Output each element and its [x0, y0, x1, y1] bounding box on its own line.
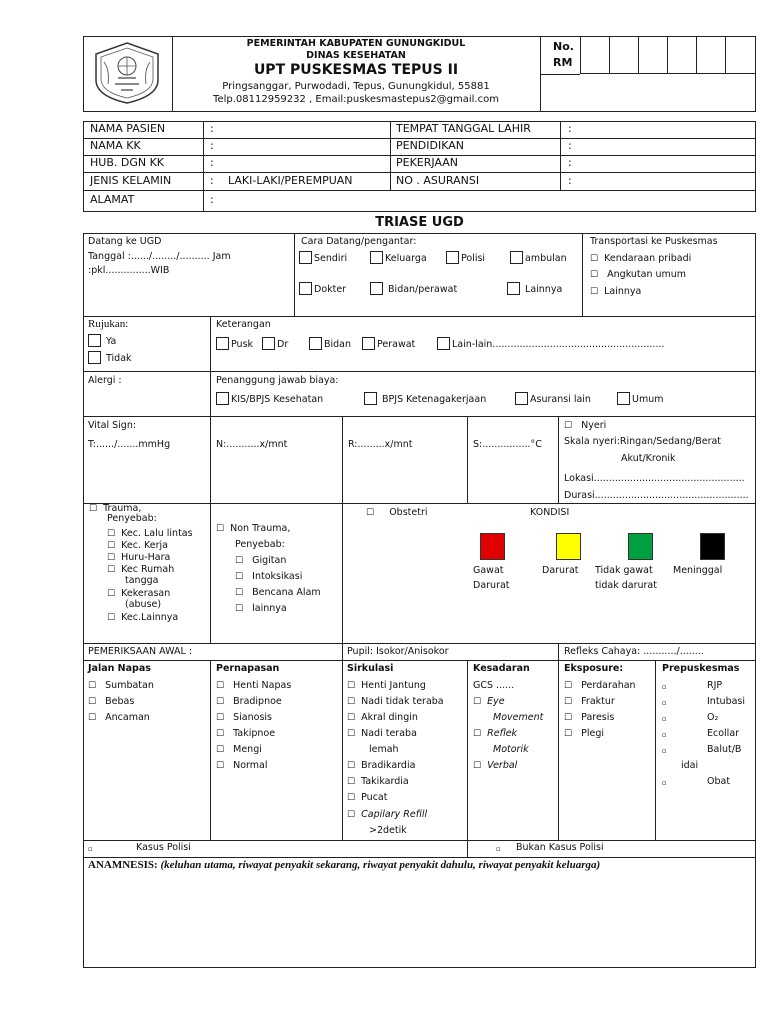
non-lainnya-label: lainnya	[252, 603, 287, 614]
bebas-label: Bebas	[105, 696, 135, 707]
eksposure-heading: Eksposure:	[564, 663, 624, 674]
kis-label: KIS/BPJS Kesehatan	[231, 394, 324, 405]
small-checkbox-icon: ▫	[662, 731, 667, 739]
nadi-tidak-teraba-label: Nadi tidak teraba	[361, 696, 444, 707]
prepuskesmas-heading: Prepuskesmas	[662, 663, 740, 674]
kekerasan-label: Kekerasan	[121, 588, 171, 599]
no-label: No.	[553, 40, 574, 53]
intubasi-label: Intubasi	[707, 696, 746, 707]
kondisi-label: KONDISI	[530, 507, 570, 518]
cb-balut[interactable]	[662, 745, 667, 757]
rm-number-box-3[interactable]	[638, 36, 668, 74]
colon-jenis-kelamin: :	[210, 174, 214, 187]
checkbox-icon: ☐	[366, 508, 375, 518]
cb-henti-jantung[interactable]	[347, 680, 426, 692]
rm-number-box-6[interactable]	[725, 36, 756, 74]
pusk-label: Pusk	[231, 339, 254, 350]
header-line1: PEMERINTAH KABUPATEN GUNUNGKIDUL	[246, 38, 466, 49]
small-checkbox-icon: ▫	[662, 779, 667, 787]
checkbox-icon[interactable]	[507, 282, 520, 295]
checkbox-icon: ☐	[216, 524, 225, 534]
cb-bidan-perawat[interactable]	[370, 282, 457, 296]
jalan-napas-heading: Jalan Napas	[88, 663, 151, 674]
cb-ambulan[interactable]	[510, 251, 567, 265]
cb-lalu-lintas[interactable]	[107, 528, 193, 540]
colon-pekerjaan: :	[568, 156, 572, 169]
skala-nyeri: Skala nyeri:Ringan/Sedang/Berat	[564, 436, 722, 447]
darurat-label: Darurat	[542, 565, 579, 576]
cb-pusk[interactable]	[216, 337, 253, 351]
cb-intubasi[interactable]	[662, 697, 667, 709]
ya-label: Ya	[106, 336, 117, 347]
datang-label: Datang ke UGD	[88, 236, 162, 247]
label-pekerjaan: PEKERJAAN	[396, 156, 459, 169]
kec-lainnya-label: Kec.Lainnya	[121, 612, 179, 623]
akral-dingin-label: Akral dingin	[361, 712, 418, 723]
durasi-field[interactable]: Durasi...................................................	[564, 490, 749, 501]
checkbox-icon[interactable]	[370, 282, 383, 295]
cb-paresis[interactable]	[564, 712, 614, 724]
checkbox-icon: ☐	[216, 729, 225, 739]
cb-takipnoe[interactable]	[216, 728, 275, 740]
plegi-label: Plegi	[581, 728, 605, 739]
small-checkbox-icon: ▫	[662, 715, 667, 723]
checkbox-icon: ☐	[107, 589, 116, 599]
vital-t[interactable]: T:....../.......mmHg	[88, 439, 171, 450]
keterangan-label: Keterangan	[216, 319, 271, 330]
akut-kronik: Akut/Kronik	[621, 453, 676, 464]
lainnya-label: Lainnya	[525, 284, 563, 295]
henti-jantung-label: Henti Jantung	[361, 680, 426, 691]
form-title: TRIASE UGD	[375, 215, 464, 230]
colon-nama-kk: :	[210, 139, 214, 152]
obstetri-label: Obstetri	[389, 507, 428, 518]
lalu-lintas-label: Kec. Lalu lintas	[121, 528, 193, 539]
mengi-label: Mengi	[233, 744, 262, 755]
cb-angkutan[interactable]	[590, 269, 686, 281]
checkbox-icon[interactable]	[515, 392, 528, 405]
regency-logo	[88, 40, 166, 106]
pemeriksaan-awal: PEMERIKSAAN AWAL :	[88, 646, 193, 657]
kekerasan-line2: (abuse)	[125, 599, 162, 610]
checkbox-icon: ☐	[564, 681, 573, 691]
header-address: Pringsanggar, Purwodadi, Tepus, Gunungkidul, 55881	[222, 81, 490, 92]
cb-nadi-lemah[interactable]	[347, 728, 417, 740]
small-checkbox-icon: ▫	[88, 845, 93, 853]
cb-perdarahan[interactable]	[564, 680, 636, 692]
cb-bukan-kasus[interactable]	[496, 843, 501, 855]
checkbox-icon: ☐	[564, 421, 573, 431]
cb-fraktur[interactable]	[564, 696, 615, 708]
cb-sumbatan[interactable]	[88, 680, 154, 692]
balut-label: Balut/B	[707, 744, 742, 755]
checkbox-icon: ☐	[564, 697, 573, 707]
lain-lain-label: Lain-lain.........................................................	[452, 339, 665, 350]
nadi-lemah-line2: lemah	[369, 744, 399, 755]
lokasi-field[interactable]: Lokasi..................................................	[564, 473, 745, 484]
henti-napas-label: Henti Napas	[233, 680, 292, 691]
anamnesis-detail: (keluhan utama, riwayat penyakit sekarang, riwayat penyakit dahulu, riwayat penyakit keluarga)	[160, 859, 601, 871]
cb-bencana[interactable]	[235, 587, 321, 599]
bidan-perawat-label: Bidan/perawat	[388, 284, 458, 295]
cb-keluarga[interactable]	[370, 251, 427, 265]
cb-reflek[interactable]	[473, 728, 517, 740]
bradikardia-label: Bradikardia	[361, 760, 416, 771]
cb-normal[interactable]	[216, 760, 268, 772]
checkbox-icon[interactable]	[617, 392, 630, 405]
checkbox-icon: ☐	[347, 793, 356, 803]
anamnesis-label: ANAMNESIS:	[88, 859, 158, 871]
checkbox-icon: ☐	[347, 713, 356, 723]
colon-hub-kk: :	[210, 156, 214, 169]
bpjs-label: BPJS Ketenagakerjaan	[382, 394, 487, 405]
nyeri-label: Nyeri	[581, 420, 607, 431]
cb-pucat[interactable]	[347, 792, 387, 804]
perawat-label: Perawat	[377, 339, 416, 350]
kec-rumah-label: Kec Rumah	[121, 564, 175, 575]
cb-non-lainnya[interactable]	[235, 603, 287, 615]
cb-huru-hara[interactable]	[107, 552, 170, 564]
asuransi-lain-label: Asuransi lain	[530, 394, 591, 405]
angkutan-label: Angkutan umum	[607, 269, 687, 280]
cb-bebas[interactable]	[88, 696, 134, 708]
checkbox-icon: ☐	[235, 572, 244, 582]
transport-lainnya-label: Lainnya	[604, 286, 642, 297]
label-nama-kk: NAMA KK	[90, 139, 141, 152]
cb-kasus-polisi[interactable]	[88, 843, 93, 855]
tidak-gawat-l1: Tidak gawat	[595, 565, 653, 576]
checkbox-icon: ☐	[590, 254, 599, 264]
colon-ttl: :	[568, 122, 572, 135]
checkbox-icon: ☐	[347, 729, 356, 739]
checkbox-icon[interactable]	[262, 337, 275, 350]
refleks-cahaya[interactable]: Refleks Cahaya: .........../........	[564, 646, 704, 657]
label-ttl: TEMPAT TANGGAL LAHIR	[396, 122, 531, 135]
fraktur-label: Fraktur	[581, 696, 615, 707]
cb-henti-napas[interactable]	[216, 680, 291, 692]
cb-nadi-tidak-teraba[interactable]	[347, 696, 444, 708]
checkbox-icon: ☐	[235, 604, 244, 614]
kasus-polisi-label: Kasus Polisi	[136, 842, 191, 853]
rjp-label: RJP	[707, 680, 723, 691]
checkbox-icon[interactable]	[299, 251, 312, 264]
checkbox-icon: ☐	[88, 697, 97, 707]
label-hub-kk: HUB. DGN KK	[90, 156, 165, 169]
checkbox-icon[interactable]	[88, 351, 101, 364]
alergi-label: Alergi :	[88, 375, 122, 386]
cb-dr[interactable]	[262, 337, 288, 351]
checkbox-icon: ☐	[347, 761, 356, 771]
rm-number-box-5[interactable]	[696, 36, 726, 74]
header-title: UPT PUSKESMAS TEPUS II	[253, 62, 459, 78]
rm-number-box-4[interactable]	[667, 36, 697, 74]
checkbox-icon: ☐	[235, 588, 244, 598]
rm-number-box-2[interactable]	[609, 36, 639, 74]
cb-asuransi-lain[interactable]	[515, 392, 591, 406]
cb-sendiri[interactable]	[299, 251, 347, 265]
cb-nyeri[interactable]	[564, 420, 606, 432]
colon-nama-pasien: :	[210, 122, 214, 135]
cb-eye[interactable]	[473, 696, 505, 708]
checkbox-icon: ☐	[347, 810, 356, 820]
bidan-label: Bidan	[324, 339, 352, 350]
meninggal-label: Meninggal	[673, 565, 723, 576]
cb-plegi[interactable]	[564, 728, 604, 740]
takipnoe-label: Takipnoe	[233, 728, 276, 739]
gigitan-label: Gigitan	[252, 555, 287, 566]
obat-label: Obat	[707, 776, 731, 787]
checkbox-icon: ☐	[216, 761, 225, 771]
cb-takikardia[interactable]	[347, 776, 409, 788]
cb-o2[interactable]	[662, 713, 667, 725]
cb-bidan[interactable]	[309, 337, 351, 351]
pernapasan-heading: Pernapasan	[216, 663, 280, 674]
checkbox-icon[interactable]	[216, 392, 229, 405]
anamnesis-text-area[interactable]	[84, 875, 755, 967]
anamnesis-heading	[88, 859, 600, 871]
checkbox-icon: ☐	[473, 761, 482, 771]
checkbox-icon: ☐	[216, 745, 225, 755]
capilary-label: Capilary Refill	[361, 809, 428, 820]
checkbox-icon[interactable]	[370, 251, 383, 264]
ecollar-label: Ecollar	[707, 728, 740, 739]
checkbox-icon[interactable]	[309, 337, 322, 350]
colon-pendidikan: :	[568, 139, 572, 152]
checkbox-icon: ☐	[107, 613, 116, 623]
cb-intoksikasi[interactable]	[235, 571, 302, 583]
vital-n[interactable]: N:...........x/mnt	[216, 439, 288, 450]
checkbox-icon[interactable]	[216, 337, 229, 350]
cb-kendaraan[interactable]	[590, 253, 691, 265]
checkbox-icon[interactable]	[88, 334, 101, 347]
kec-kerja-label: Kec. Kerja	[121, 540, 168, 551]
kondisi-yellow-swatch[interactable]	[556, 533, 581, 560]
ancaman-label: Ancaman	[105, 712, 150, 723]
checkbox-icon: ☐	[590, 270, 599, 280]
trauma-label: Trauma,	[103, 503, 142, 514]
checkbox-icon: ☐	[235, 556, 244, 566]
checkbox-icon: ☐	[473, 697, 482, 707]
bukan-kasus-label: Bukan Kasus Polisi	[516, 842, 604, 853]
checkbox-icon[interactable]	[299, 282, 312, 295]
cb-lain-lain[interactable]	[437, 337, 664, 351]
rujukan-label: Rujukan:	[88, 318, 129, 330]
checkbox-icon[interactable]	[446, 251, 459, 264]
checkbox-icon[interactable]	[362, 337, 375, 350]
gcs-field[interactable]: GCS ......	[473, 680, 515, 691]
cb-obat[interactable]	[662, 777, 667, 789]
dokter-label: Dokter	[314, 284, 347, 295]
checkbox-icon: ☐	[564, 729, 573, 739]
cb-capilary[interactable]	[347, 809, 427, 821]
sianosis-label: Sianosis	[233, 712, 273, 723]
cb-kec-kerja[interactable]	[107, 540, 168, 552]
bencana-label: Bencana Alam	[252, 587, 321, 598]
cb-kec-lainnya[interactable]	[107, 612, 178, 624]
checkbox-icon: ☐	[88, 681, 97, 691]
small-checkbox-icon: ▫	[662, 699, 667, 707]
sumbatan-label: Sumbatan	[105, 680, 154, 691]
cb-ancaman[interactable]	[88, 712, 150, 724]
kondisi-red-swatch[interactable]	[480, 533, 505, 560]
trauma-penyebab: Penyebab:	[107, 513, 157, 524]
kesadaran-heading: Kesadaran	[473, 663, 530, 674]
colon-asuransi: :	[568, 174, 572, 187]
polisi-label: Polisi	[461, 253, 486, 264]
cb-rjp[interactable]	[662, 681, 667, 693]
perdarahan-label: Perdarahan	[581, 680, 636, 691]
reflek-label: Reflek	[487, 728, 518, 739]
checkbox-icon: ☐	[347, 681, 356, 691]
transport-label: Transportasi ke Puskesmas	[590, 236, 718, 247]
tanggal-field[interactable]: Tanggal :....../......../.......... Jam	[88, 251, 231, 262]
cb-lainnya[interactable]	[507, 282, 562, 296]
checkbox-icon: ☐	[564, 713, 573, 723]
umum-label: Umum	[632, 394, 664, 405]
checkbox-icon: ☐	[216, 713, 225, 723]
cb-kis[interactable]	[216, 392, 323, 406]
checkbox-icon: ☐	[107, 553, 116, 563]
cb-dokter[interactable]	[299, 282, 346, 296]
checkbox-icon: ☐	[347, 777, 356, 787]
rm-number-box-1[interactable]	[580, 36, 610, 74]
non-trauma-penyebab: Penyebab:	[235, 539, 285, 550]
eye-label: Eye	[487, 696, 505, 707]
dr-label: Dr	[277, 339, 289, 350]
checkbox-icon: ☐	[590, 287, 599, 297]
colon-alamat: :	[210, 193, 214, 206]
cb-verbal[interactable]	[473, 760, 517, 772]
kec-rumah-line2: tangga	[125, 575, 159, 586]
small-checkbox-icon: ▫	[662, 683, 667, 691]
pkl-field[interactable]: :pkl...............WIB	[88, 265, 170, 276]
keluarga-label: Keluarga	[385, 253, 427, 264]
sirkulasi-heading: Sirkulasi	[347, 663, 394, 674]
checkbox-icon: ☐	[216, 697, 225, 707]
cb-ya[interactable]	[88, 334, 116, 348]
checkbox-icon: ☐	[216, 681, 225, 691]
kondisi-green-swatch[interactable]	[628, 533, 653, 560]
cb-perawat[interactable]	[362, 337, 415, 351]
cb-transport-lainnya[interactable]	[590, 286, 641, 298]
balut-line2: idai	[681, 760, 699, 771]
cb-polisi[interactable]	[446, 251, 485, 265]
tidak-gawat-l2: tidak darurat	[595, 580, 657, 591]
checkbox-icon: ☐	[89, 504, 98, 514]
cb-mengi[interactable]	[216, 744, 262, 756]
header-contact: Telp.08112959232 , Email:puskesmastepus2@gmail.com	[213, 94, 499, 105]
cb-ecollar[interactable]	[662, 729, 667, 741]
label-asuransi: NO . ASURANSI	[396, 174, 480, 187]
pupil-label: Pupil: Isokor/Anisokor	[347, 646, 449, 657]
huru-hara-label: Huru-Hara	[121, 552, 171, 563]
pucat-label: Pucat	[361, 792, 388, 803]
cb-obstetri[interactable]	[366, 507, 427, 519]
jenis-kelamin-value[interactable]: LAKI-LAKI/PEREMPUAN	[228, 174, 353, 187]
small-checkbox-icon: ▫	[662, 747, 667, 755]
checkbox-icon: ☐	[107, 541, 116, 551]
cb-bradikardia[interactable]	[347, 760, 415, 772]
cb-bradipnoe[interactable]	[216, 696, 282, 708]
gawat-darurat-l2: Darurat	[473, 580, 510, 591]
cb-akral-dingin[interactable]	[347, 712, 418, 724]
nadi-lemah-label: Nadi teraba	[361, 728, 417, 739]
cara-label: Cara Datang/pengantar:	[301, 236, 417, 247]
gawat-darurat-l1: Gawat	[473, 565, 504, 576]
rm-label: RM	[553, 56, 573, 69]
vital-label: Vital Sign:	[88, 420, 137, 431]
sendiri-label: Sendiri	[314, 253, 348, 264]
non-trauma-label: Non Trauma,	[230, 523, 291, 534]
checkbox-icon: ☐	[88, 713, 97, 723]
tidak-label: Tidak	[106, 353, 132, 364]
cb-sianosis[interactable]	[216, 712, 272, 724]
cb-tidak[interactable]	[88, 351, 132, 365]
penanggung-label: Penanggung jawab biaya:	[216, 375, 339, 386]
cb-non-trauma[interactable]	[216, 523, 290, 535]
cb-gigitan[interactable]	[235, 555, 286, 567]
bradipnoe-label: Bradipnoe	[233, 696, 282, 707]
checkbox-icon: ☐	[107, 565, 116, 575]
label-jenis-kelamin: JENIS KELAMIN	[90, 174, 172, 187]
vital-r[interactable]: R:.........x/mnt	[348, 439, 413, 450]
label-alamat: ALAMAT	[90, 193, 135, 206]
kendaraan-label: Kendaraan pribadi	[604, 253, 692, 264]
label-nama-pasien: NAMA PASIEN	[90, 122, 166, 135]
takikardia-label: Takikardia	[361, 776, 409, 787]
ambulan-label: ambulan	[525, 253, 567, 264]
capilary-line2: >2detik	[369, 825, 407, 836]
eye-line2: Movement	[493, 712, 544, 723]
o2-label: O₂	[707, 712, 719, 723]
intoksikasi-label: Intoksikasi	[252, 571, 303, 582]
verbal-label: Verbal	[487, 760, 518, 771]
vital-s[interactable]: S:................°C	[473, 439, 542, 450]
checkbox-icon[interactable]	[510, 251, 523, 264]
checkbox-icon[interactable]	[437, 337, 450, 350]
reflek-line2: Motorik	[493, 744, 529, 755]
paresis-label: Paresis	[581, 712, 615, 723]
small-checkbox-icon: ▫	[496, 845, 501, 853]
kondisi-black-swatch[interactable]	[700, 533, 725, 560]
checkbox-icon: ☐	[107, 529, 116, 539]
label-pendidikan: PENDIDIKAN	[396, 139, 465, 152]
header-line2: DINAS KESEHATAN	[306, 50, 406, 61]
normal-label: Normal	[233, 760, 268, 771]
cb-umum[interactable]	[617, 392, 663, 406]
checkbox-icon: ☐	[347, 697, 356, 707]
cb-bpjs[interactable]	[364, 392, 486, 406]
checkbox-icon[interactable]	[364, 392, 377, 405]
checkbox-icon: ☐	[473, 729, 482, 739]
